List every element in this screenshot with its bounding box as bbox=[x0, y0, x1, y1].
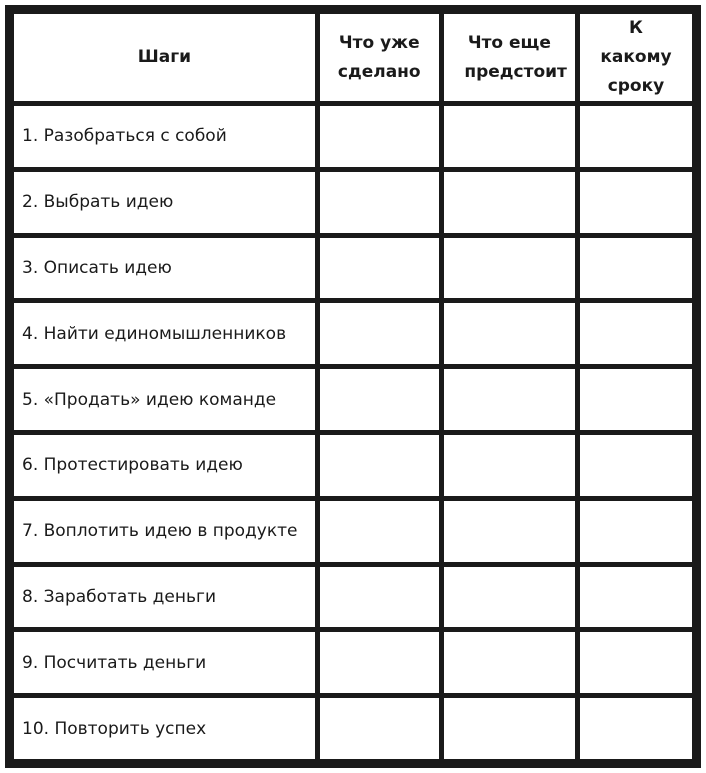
todo-cell[interactable] bbox=[444, 172, 575, 233]
table-row bbox=[14, 632, 692, 693]
deadline-cell[interactable] bbox=[580, 172, 692, 233]
deadline-cell[interactable] bbox=[580, 238, 692, 299]
table-row bbox=[14, 501, 692, 562]
step-cell: 2. Выбрать идею bbox=[14, 172, 315, 233]
done-cell[interactable] bbox=[320, 303, 439, 364]
done-cell[interactable] bbox=[320, 698, 439, 759]
table-row bbox=[14, 698, 692, 759]
step-cell: 5. «Продать» идею команде bbox=[14, 369, 315, 430]
table-row bbox=[14, 567, 692, 628]
steps-table-frame bbox=[5, 5, 701, 768]
step-cell: 6. Протестировать идею bbox=[14, 435, 315, 496]
steps-table bbox=[9, 9, 697, 764]
step-cell: 10. Повторить успех bbox=[14, 698, 315, 759]
table-row bbox=[14, 303, 692, 364]
done-cell[interactable] bbox=[320, 172, 439, 233]
deadline-cell[interactable] bbox=[580, 369, 692, 430]
done-cell[interactable] bbox=[320, 435, 439, 496]
deadline-cell[interactable] bbox=[580, 698, 692, 759]
header-done bbox=[320, 14, 439, 101]
header-steps bbox=[14, 14, 315, 101]
step-cell: 7. Воплотить идею в продукте bbox=[14, 501, 315, 562]
deadline-cell[interactable] bbox=[580, 106, 692, 167]
header-steps-label: Шаги bbox=[137, 47, 191, 67]
step-cell: 4. Найти единомышленников bbox=[14, 303, 315, 364]
deadline-cell[interactable] bbox=[580, 501, 692, 562]
deadline-cell[interactable] bbox=[580, 567, 692, 628]
deadline-cell[interactable] bbox=[580, 303, 692, 364]
table-row bbox=[14, 106, 692, 167]
table-row bbox=[14, 435, 692, 496]
todo-cell[interactable] bbox=[444, 567, 575, 628]
done-cell[interactable] bbox=[320, 632, 439, 693]
header-todo-label: Что еще предстоит bbox=[464, 32, 567, 82]
done-cell[interactable] bbox=[320, 106, 439, 167]
header-todo bbox=[444, 14, 575, 101]
header-deadline-label: К какому сроку bbox=[600, 18, 672, 96]
todo-cell[interactable] bbox=[444, 369, 575, 430]
todo-cell[interactable] bbox=[444, 501, 575, 562]
table-row bbox=[14, 369, 692, 430]
done-cell[interactable] bbox=[320, 501, 439, 562]
todo-cell[interactable] bbox=[444, 106, 575, 167]
todo-cell[interactable] bbox=[444, 303, 575, 364]
step-cell: 3. Описать идею bbox=[14, 238, 315, 299]
deadline-cell[interactable] bbox=[580, 632, 692, 693]
done-cell[interactable] bbox=[320, 567, 439, 628]
header-done-label: Что уже сделано bbox=[337, 32, 421, 82]
table-row bbox=[14, 172, 692, 233]
header-deadline bbox=[580, 14, 692, 101]
header-row bbox=[14, 14, 692, 101]
step-cell: 8. Заработать деньги bbox=[14, 567, 315, 628]
todo-cell[interactable] bbox=[444, 698, 575, 759]
done-cell[interactable] bbox=[320, 369, 439, 430]
step-cell: 9. Посчитать деньги bbox=[14, 632, 315, 693]
step-cell: 1. Разобраться с собой bbox=[14, 106, 315, 167]
todo-cell[interactable] bbox=[444, 632, 575, 693]
todo-cell[interactable] bbox=[444, 238, 575, 299]
deadline-cell[interactable] bbox=[580, 435, 692, 496]
done-cell[interactable] bbox=[320, 238, 439, 299]
table-row bbox=[14, 238, 692, 299]
todo-cell[interactable] bbox=[444, 435, 575, 496]
